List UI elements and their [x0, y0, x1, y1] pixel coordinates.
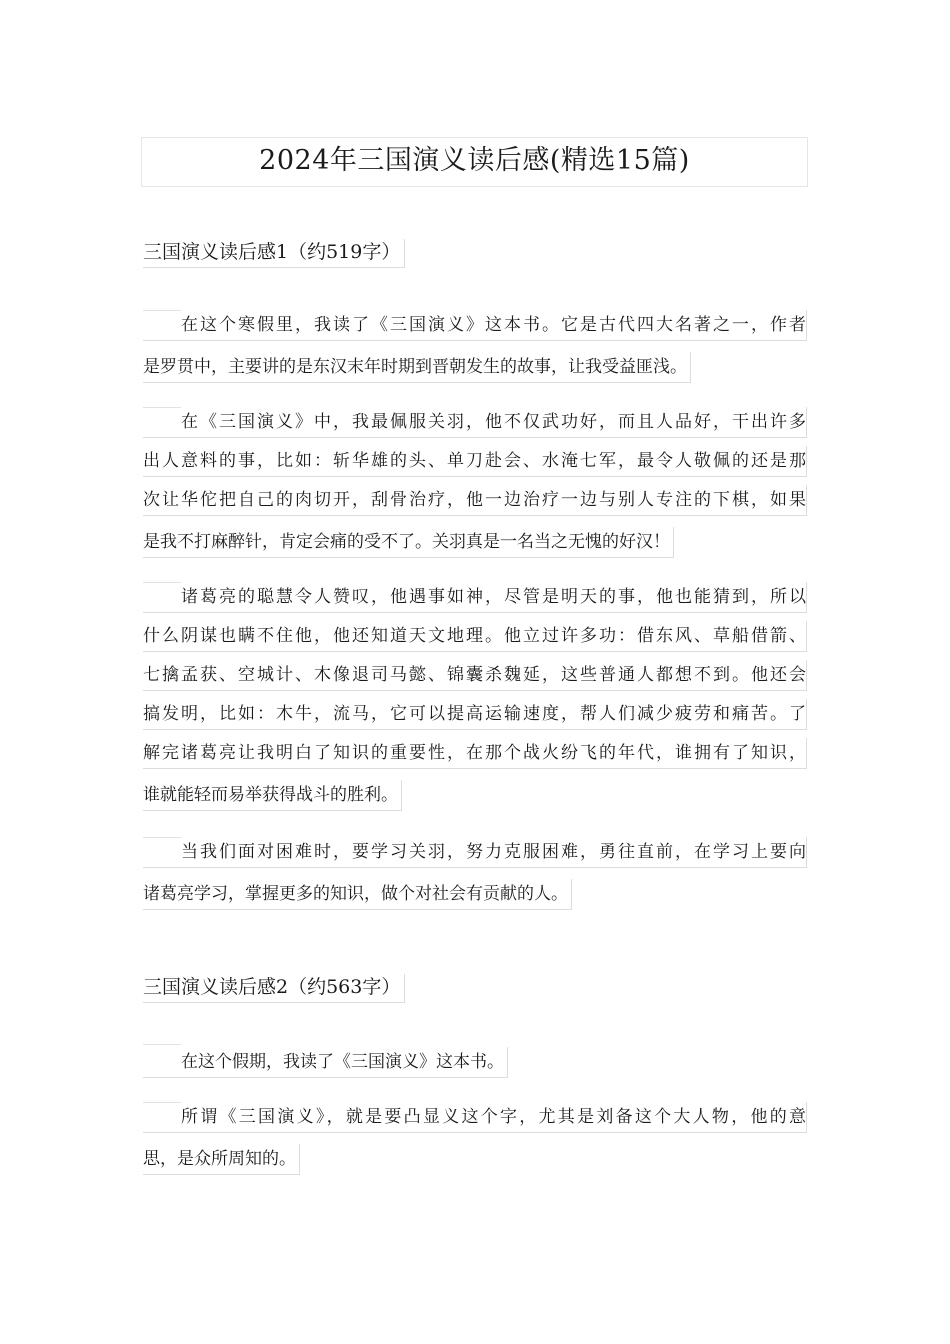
- text-line: 诸葛亮学习，掌握更多的知识，做个对社会有贡献的人。: [143, 876, 807, 915]
- text-line: 诸葛亮的聪慧令人赞叹，他遇事如神，尽管是明天的事，他也能猜到，所以: [143, 582, 807, 621]
- text-line: 谁就能轻而易举获得战斗的胜利。: [143, 777, 807, 816]
- text-line: 所谓《三国演义》，就是要凸显义这个字，尤其是刘备这个大人物，他的意: [143, 1102, 807, 1141]
- paragraph: [143, 310, 807, 388]
- text-line: 是我不打麻醉针，肯定会痛的受不了。关羽真是一名当之无愧的好汉！: [143, 524, 807, 563]
- paragraph: [143, 1102, 807, 1180]
- paragraph: [143, 582, 807, 816]
- paragraph: [143, 837, 807, 915]
- section-heading-1: 三国演义读后感1（约519字）: [143, 239, 405, 268]
- paragraph: [143, 1044, 807, 1083]
- text-line: 次让华佗把自己的肉切开，刮骨治疗，他一边治疗一边与别人专注的下棋，如果: [143, 485, 807, 524]
- text-line: 在《三国演义》中，我最佩服关羽，他不仅武功好，而且人品好，干出许多: [143, 407, 807, 446]
- paragraph: [143, 407, 807, 563]
- text-line: 什么阴谋也瞒不住他，他还知道天文地理。他立过许多功：借东风、草船借箭、: [143, 621, 807, 660]
- section-heading-2: 三国演义读后感2（约563字）: [143, 974, 405, 1003]
- text-line: 搞发明，比如：木牛，流马，它可以提高运输速度，帮人们减少疲劳和痛苦。了: [143, 699, 807, 738]
- text-line: 七擒孟获、空城计、木像退司马懿、锦囊杀魏延，这些普通人都想不到。他还会: [143, 660, 807, 699]
- text-line: 思，是众所周知的。: [143, 1141, 807, 1180]
- text-line: 当我们面对困难时，要学习关羽，努力克服困难，勇往直前，在学习上要向: [143, 837, 807, 876]
- text-line: 在这个寒假里，我读了《三国演义》这本书。它是古代四大名著之一，作者: [143, 310, 807, 349]
- text-line: 是罗贯中，主要讲的是东汉末年时期到晋朝发生的故事，让我受益匪浅。: [143, 349, 807, 388]
- document-title: 2024年三国演义读后感(精选15篇): [141, 137, 808, 187]
- text-line: 在这个假期，我读了《三国演义》这本书。: [143, 1044, 807, 1083]
- text-line: 解完诸葛亮让我明白了知识的重要性，在那个战火纷飞的年代，谁拥有了知识，: [143, 738, 807, 777]
- text-line: 出人意料的事，比如：斩华雄的头、单刀赴会、水淹七军，最令人敬佩的还是那: [143, 446, 807, 485]
